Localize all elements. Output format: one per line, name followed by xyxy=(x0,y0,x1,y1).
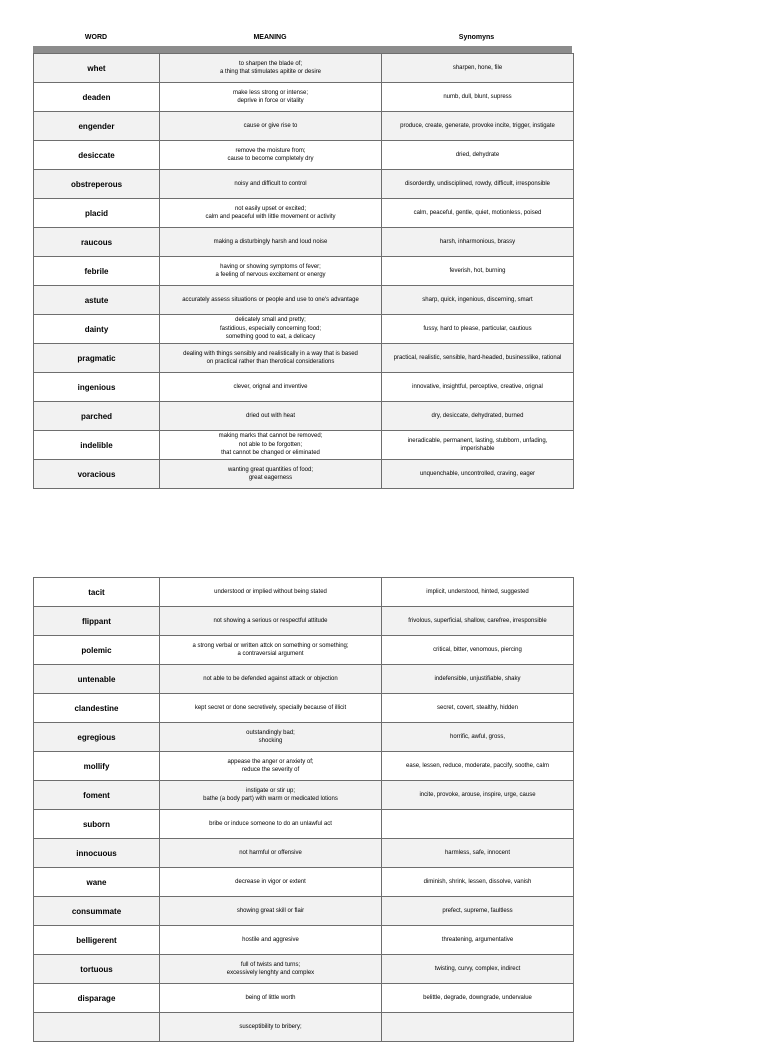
word-cell: wane xyxy=(34,868,160,897)
meaning-line: clever, orignal and inventive xyxy=(233,383,308,390)
word-cell: parched xyxy=(34,402,160,431)
meaning-line: making a disturbingly harsh and loud noise xyxy=(213,238,328,245)
word-cell: innocuous xyxy=(34,839,160,868)
meaning-cell xyxy=(160,431,382,460)
meaning-cell xyxy=(160,54,382,83)
meaning-line: a strong verbal or written attck on something or something; xyxy=(192,642,349,649)
meaning-line: dried out with heat xyxy=(245,412,296,419)
word-cell: engender xyxy=(34,112,160,141)
meaning-line: showing great skill or flair xyxy=(236,907,305,914)
word-cell: desiccate xyxy=(34,141,160,170)
word-cell: tacit xyxy=(34,578,160,607)
synonym-line: implicit, understood, hinted, suggested xyxy=(426,588,529,595)
meaning-line: appease the anger or anxiety of; xyxy=(227,758,314,765)
synonyms-cell xyxy=(382,955,574,984)
table-row xyxy=(34,636,574,665)
meaning-cell xyxy=(160,984,382,1013)
synonym-line: harsh, inharmonious, brassy xyxy=(439,238,516,245)
table-row xyxy=(34,54,574,83)
meaning-line: a thing that stimulates apitite or desire xyxy=(219,69,322,75)
meaning-cell xyxy=(160,170,382,199)
synonym-line: disorderdly, undisciplined, rowdy, difficult, irresponsible xyxy=(404,180,551,187)
synonyms-cell xyxy=(382,810,574,839)
synonym-line: secret, covert, stealthy, hidden xyxy=(437,704,518,711)
synonyms-cell xyxy=(382,141,574,170)
column-headers xyxy=(33,34,572,44)
table-row xyxy=(34,752,574,781)
table-row xyxy=(34,868,574,897)
meaning-line: make less strong or intense; xyxy=(232,89,309,96)
word-cell: astute xyxy=(34,286,160,315)
meaning-line: instigate or stir up; xyxy=(245,787,296,794)
synonyms-cell xyxy=(382,112,574,141)
synonyms-cell xyxy=(382,431,574,460)
meaning-cell xyxy=(160,665,382,694)
word-cell: suborn xyxy=(34,810,160,839)
meaning-line: remove the moisture from; xyxy=(235,147,306,154)
synonyms-cell xyxy=(382,984,574,1013)
meaning-cell xyxy=(160,257,382,286)
meaning-cell xyxy=(160,344,382,373)
table-row xyxy=(34,781,574,810)
meaning-line: fastidious, especially concerning food; xyxy=(219,325,322,332)
meaning-cell xyxy=(160,578,382,607)
meaning-cell xyxy=(160,752,382,781)
word-cell: untenable xyxy=(34,665,160,694)
meaning-line: great eagerness xyxy=(248,475,293,481)
meaning-cell xyxy=(160,460,382,489)
synonyms-cell xyxy=(382,723,574,752)
meaning-line: dealing with things sensibly and realistically in a way that is based xyxy=(183,350,358,357)
meaning-cell xyxy=(160,112,382,141)
meaning-line: not able to be forgotten; xyxy=(238,441,303,448)
meaning-cell xyxy=(160,315,382,344)
synonym-line: frivolous, superficial, shallow, carefree, irresponsible xyxy=(408,617,547,624)
meaning-line: on practical rather than therotical considerations xyxy=(206,359,335,365)
synonyms-cell xyxy=(382,607,574,636)
meaning-line: reduce the severity of xyxy=(241,767,300,773)
meaning-cell xyxy=(160,868,382,897)
synonym-line: ease, lessen, reduce, moderate, paccify, soothe, calm xyxy=(406,762,549,769)
table-row xyxy=(34,897,574,926)
meaning-cell xyxy=(160,83,382,112)
meaning-line: kept secret or done secretively, specially because of illicit xyxy=(194,704,347,711)
table-row xyxy=(34,694,574,723)
synonym-line: practical, realistic, sensible, hard-headed, businesslike, rational xyxy=(393,354,562,361)
table-row xyxy=(34,810,574,839)
meaning-line: that cannot be changed or eliminated xyxy=(221,450,320,457)
table-row xyxy=(34,926,574,955)
table-row xyxy=(34,665,574,694)
meaning-line: susceptibility to bribery; xyxy=(239,1023,302,1030)
synonyms-cell xyxy=(382,665,574,694)
table-row xyxy=(34,257,574,286)
synonym-line: calm, peaceful, gentle, quiet, motionless, poised xyxy=(413,209,542,216)
table-row xyxy=(34,955,574,984)
meaning-line: bribe or induce someone to do an unlawful act xyxy=(209,820,332,827)
table-row xyxy=(34,373,574,402)
meaning-cell xyxy=(160,286,382,315)
synonyms-cell xyxy=(382,752,574,781)
meaning-line: a contraversial argument xyxy=(237,651,304,657)
meaning-line: delicately small and pretty; xyxy=(235,317,306,324)
synonym-line: harmless, safe, innocent xyxy=(444,849,511,856)
synonyms-cell xyxy=(382,344,574,373)
meaning-line: to sharpen the blade of; xyxy=(238,60,303,67)
word-cell: mollify xyxy=(34,752,160,781)
synonyms-cell xyxy=(382,636,574,665)
meaning-line: making marks that cannot be removed; xyxy=(218,433,323,440)
word-cell xyxy=(34,1013,160,1042)
table-row xyxy=(34,1013,574,1042)
meaning-cell xyxy=(160,926,382,955)
meaning-line: not able to be defended against attack or objection xyxy=(203,675,338,682)
meaning-cell xyxy=(160,636,382,665)
synonyms-cell xyxy=(382,257,574,286)
synonyms-cell xyxy=(382,54,574,83)
meaning-line: being of little worth xyxy=(245,994,296,1001)
vocab-table-2-body xyxy=(34,578,574,1042)
synonyms-cell xyxy=(382,694,574,723)
synonym-line: unquenchable, uncontrolled, craving, eager xyxy=(419,470,536,477)
synonyms-cell xyxy=(382,1013,574,1042)
word-cell: disparage xyxy=(34,984,160,1013)
word-cell: dainty xyxy=(34,315,160,344)
synonym-line: prefect, supreme, faultless xyxy=(442,907,513,914)
synonym-line: dried, dehydrate xyxy=(455,151,500,158)
synonym-line: dry, desiccate, dehydrated, burned xyxy=(431,412,524,419)
meaning-line: hostile and aggresive xyxy=(242,936,299,943)
meaning-line: full of twists and turns; xyxy=(240,961,301,968)
meaning-cell xyxy=(160,141,382,170)
table-row xyxy=(34,460,574,489)
header-synonyms: Synomyns xyxy=(458,34,495,41)
meaning-line: not easily upset or excited; xyxy=(234,205,307,212)
meaning-line: not showing a serious or respectful attitude xyxy=(213,617,328,624)
word-cell: febrile xyxy=(34,257,160,286)
meaning-line: bathe (a body part) with warm or medicated lotions xyxy=(203,796,338,802)
table-row xyxy=(34,839,574,868)
meaning-line: not harmful or offensive xyxy=(239,849,302,856)
meaning-cell xyxy=(160,839,382,868)
synonym-line: fussy, hard to please, particular, cautious xyxy=(423,325,532,332)
meaning-line: calm and peaceful with little movement or activity xyxy=(205,214,336,220)
word-cell: tortuous xyxy=(34,955,160,984)
meaning-cell xyxy=(160,607,382,636)
table-row xyxy=(34,431,574,460)
table-row xyxy=(34,170,574,199)
meaning-line: something good to eat, a delicacy xyxy=(225,334,316,341)
meaning-line: excessively lenghty and complex xyxy=(226,970,315,976)
table-row xyxy=(34,315,574,344)
table-row xyxy=(34,984,574,1013)
synonyms-cell xyxy=(382,897,574,926)
meaning-cell xyxy=(160,781,382,810)
synonym-line: imperishable xyxy=(460,446,495,452)
table-row xyxy=(34,112,574,141)
word-cell: ingenious xyxy=(34,373,160,402)
synonym-line: feverish, hot, burning xyxy=(449,267,506,274)
table-row xyxy=(34,199,574,228)
table-row xyxy=(34,228,574,257)
word-cell: pragmatic xyxy=(34,344,160,373)
vocab-table-1-body xyxy=(34,54,574,489)
meaning-line: wanting great quantities of food; xyxy=(227,466,314,473)
meaning-line: understood or implied without being stated xyxy=(214,588,327,595)
meaning-cell xyxy=(160,199,382,228)
word-cell: belligerent xyxy=(34,926,160,955)
header-word: WORD xyxy=(84,34,108,41)
word-cell: consummate xyxy=(34,897,160,926)
synonyms-cell xyxy=(382,199,574,228)
meaning-line: decrease in vigor or extent xyxy=(235,878,306,885)
synonym-line: innovative, insightful, perceptive, creative, orignal xyxy=(412,383,543,390)
meaning-line: shocking xyxy=(258,738,283,744)
meaning-cell xyxy=(160,402,382,431)
synonyms-cell xyxy=(382,402,574,431)
synonyms-cell xyxy=(382,868,574,897)
table-row xyxy=(34,723,574,752)
synonyms-cell xyxy=(382,286,574,315)
meaning-cell xyxy=(160,373,382,402)
synonyms-cell xyxy=(382,839,574,868)
synonym-line: belittle, degrade, downgrade, undervalue xyxy=(423,994,532,1001)
synonym-line: horrific, awful, gross, xyxy=(449,733,506,740)
synonyms-cell xyxy=(382,315,574,344)
word-cell: deaden xyxy=(34,83,160,112)
synonym-line: diminish, shrink, lessen, dissolve, vanish xyxy=(423,878,532,885)
meaning-line: accurately assess situations or people and use to one's advantage xyxy=(182,296,359,303)
meaning-line: having or showing symptoms of fever; xyxy=(220,263,321,270)
table-row xyxy=(34,141,574,170)
meaning-cell xyxy=(160,723,382,752)
meaning-cell xyxy=(160,694,382,723)
synonym-line: threatening, argumentative xyxy=(441,936,514,943)
meaning-line: a feeling of nervous excitement or energy xyxy=(215,272,326,278)
word-cell: obstreperous xyxy=(34,170,160,199)
synonym-line: incite, provoke, arouse, inspire, urge, cause xyxy=(419,791,536,798)
synonym-line: ineradicable, permanent, lasting, stubborn, unfading, xyxy=(407,437,548,444)
word-cell: whet xyxy=(34,54,160,83)
synonyms-cell xyxy=(382,170,574,199)
synonyms-cell xyxy=(382,781,574,810)
synonyms-cell xyxy=(382,83,574,112)
header-band xyxy=(33,46,572,53)
synonyms-cell xyxy=(382,373,574,402)
header-meaning: MEANING xyxy=(253,34,287,41)
synonym-line: numb, dull, blunt, supress xyxy=(443,93,512,100)
synonym-line: sharp, quick, ingenious, discerning, smart xyxy=(422,296,533,303)
table-row xyxy=(34,607,574,636)
synonyms-cell xyxy=(382,578,574,607)
table-row xyxy=(34,286,574,315)
synonym-line: twisting, curvy, complex, indirect xyxy=(434,965,521,972)
synonyms-cell xyxy=(382,228,574,257)
table-row xyxy=(34,578,574,607)
synonyms-cell xyxy=(382,460,574,489)
meaning-cell xyxy=(160,810,382,839)
synonym-line: produce, create, generate, provoke incite, trigger, instigate xyxy=(400,122,555,129)
meaning-line: cause to become completely dry xyxy=(227,156,314,162)
synonym-line: indefensible, unjustifiable, shaky xyxy=(434,675,521,682)
table-row xyxy=(34,83,574,112)
synonym-line: critical, bitter, venomous, piercing xyxy=(433,646,522,653)
word-cell: placid xyxy=(34,199,160,228)
word-cell: indelible xyxy=(34,431,160,460)
meaning-cell xyxy=(160,955,382,984)
word-cell: foment xyxy=(34,781,160,810)
synonym-line: sharpen, hone, file xyxy=(452,64,503,71)
word-cell: voracious xyxy=(34,460,160,489)
word-cell: flippant xyxy=(34,607,160,636)
meaning-line: cause or give rise to xyxy=(243,122,298,129)
vocab-table-1 xyxy=(33,53,574,489)
table-row xyxy=(34,402,574,431)
synonyms-cell xyxy=(382,926,574,955)
meaning-line: deprive in force or vitality xyxy=(237,98,304,104)
meaning-line: noisy and difficult to control xyxy=(234,180,307,187)
meaning-cell xyxy=(160,1013,382,1042)
word-cell: clandestine xyxy=(34,694,160,723)
meaning-line: outstandingly bad; xyxy=(246,729,295,736)
word-cell: polemic xyxy=(34,636,160,665)
word-cell: egregious xyxy=(34,723,160,752)
vocab-table-2 xyxy=(33,577,574,1042)
meaning-cell xyxy=(160,228,382,257)
table-row xyxy=(34,344,574,373)
meaning-cell xyxy=(160,897,382,926)
word-cell: raucous xyxy=(34,228,160,257)
